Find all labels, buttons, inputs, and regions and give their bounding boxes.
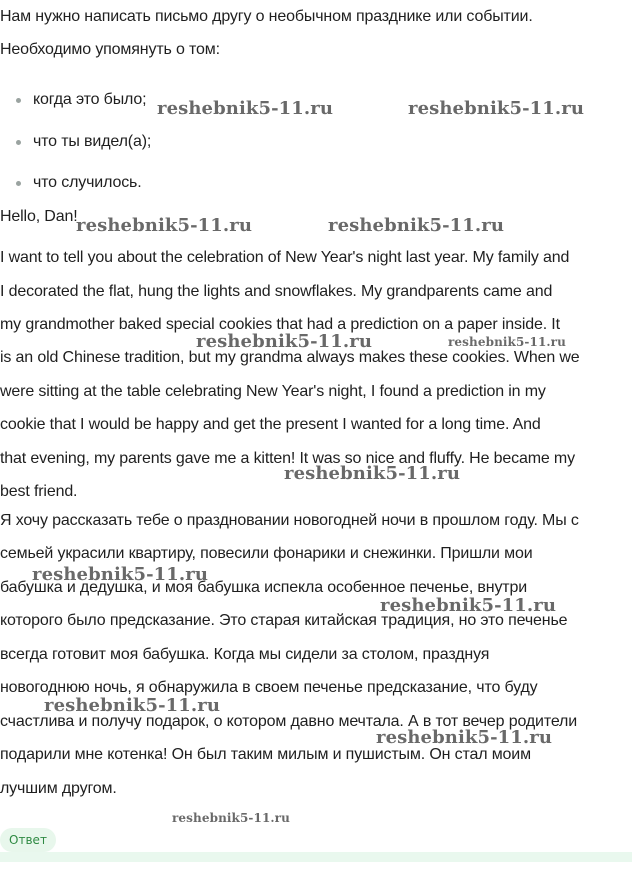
english-line: that evening, my parents gave me a kitten! It was so nice and fluffy. He became my — [0, 450, 575, 467]
russian-line: семьей украсили квартиру, повесили фонарики и снежинки. Пришли мои — [0, 545, 533, 562]
russian-line: лучшим другом. — [0, 780, 117, 797]
answer-panel-strip — [0, 852, 632, 862]
bullet-item-what-seen: что ты видел(а); — [33, 133, 152, 150]
russian-line: подарили мне котенка! Он был таким милым и пушистым. Он стал моим — [0, 746, 531, 763]
bullet-item-what-happened: что случилось. — [33, 174, 142, 191]
english-line: is an old Chinese tradition, but my grandma always makes these cookies. When we — [0, 349, 580, 366]
watermark: reshebnik5-11.ru — [76, 215, 253, 236]
russian-line: Я хочу рассказать тебе о праздновании новогодней ночи в прошлом году. Мы с — [0, 512, 579, 529]
english-line: were sitting at the table celebrating New Year's night, I found a prediction in my — [0, 383, 546, 400]
russian-line: счастлива и получу подарок, о котором давно мечтала. А в тот вечер родители — [0, 713, 578, 730]
watermark: reshebnik5-11.ru — [408, 98, 585, 119]
letter-greeting: Hello, Dan! — [0, 208, 78, 225]
watermark: reshebnik5-11.ru — [157, 98, 334, 119]
bullet-dot-icon — [16, 98, 21, 103]
russian-line: которого было предсказание. Это старая китайская традиция, но это печенье — [0, 612, 568, 629]
english-line: I want to tell you about the celebration of New Year's night last year. My family and — [0, 249, 570, 266]
english-line: cookie that I would be happy and get the present I wanted for a long time. And — [0, 416, 541, 433]
watermark: reshebnik5-11.ru — [196, 331, 373, 352]
english-line: best friend. — [0, 483, 78, 500]
watermark: reshebnik5-11.ru — [448, 335, 566, 349]
russian-line: новогоднюю ночь, я обнаружила в своем печенье предсказание, что буду — [0, 679, 538, 696]
english-line: I decorated the flat, hung the lights and snowflakes. My grandparents came and — [0, 283, 553, 300]
watermark: reshebnik5-11.ru — [32, 564, 209, 585]
watermark: reshebnik5-11.ru — [380, 595, 557, 616]
russian-line: бабушка и дедушка, и моя бабушка испекла особенное печенье, внутри — [0, 579, 528, 596]
bullet-dot-icon — [16, 181, 21, 186]
watermark: reshebnik5-11.ru — [284, 463, 461, 484]
bullet-item-when: когда это было; — [33, 91, 147, 108]
english-line: my grandmother baked special cookies that had a prediction on a paper inside. It — [0, 316, 560, 333]
russian-line: всегда готовит моя бабушка. Когда мы сидели за столом, празднуя — [0, 646, 490, 663]
watermark: reshebnik5-11.ru — [44, 695, 221, 716]
watermark: reshebnik5-11.ru — [376, 727, 553, 748]
answer-badge[interactable]: Ответ — [0, 828, 56, 852]
watermark: reshebnik5-11.ru — [328, 215, 505, 236]
watermark: reshebnik5-11.ru — [172, 811, 290, 825]
task-line-1: Нам нужно написать письмо другу о необычном празднике или событии. — [0, 8, 533, 25]
bullet-dot-icon — [16, 140, 21, 145]
task-line-2: Необходимо упомянуть о том: — [0, 41, 220, 58]
